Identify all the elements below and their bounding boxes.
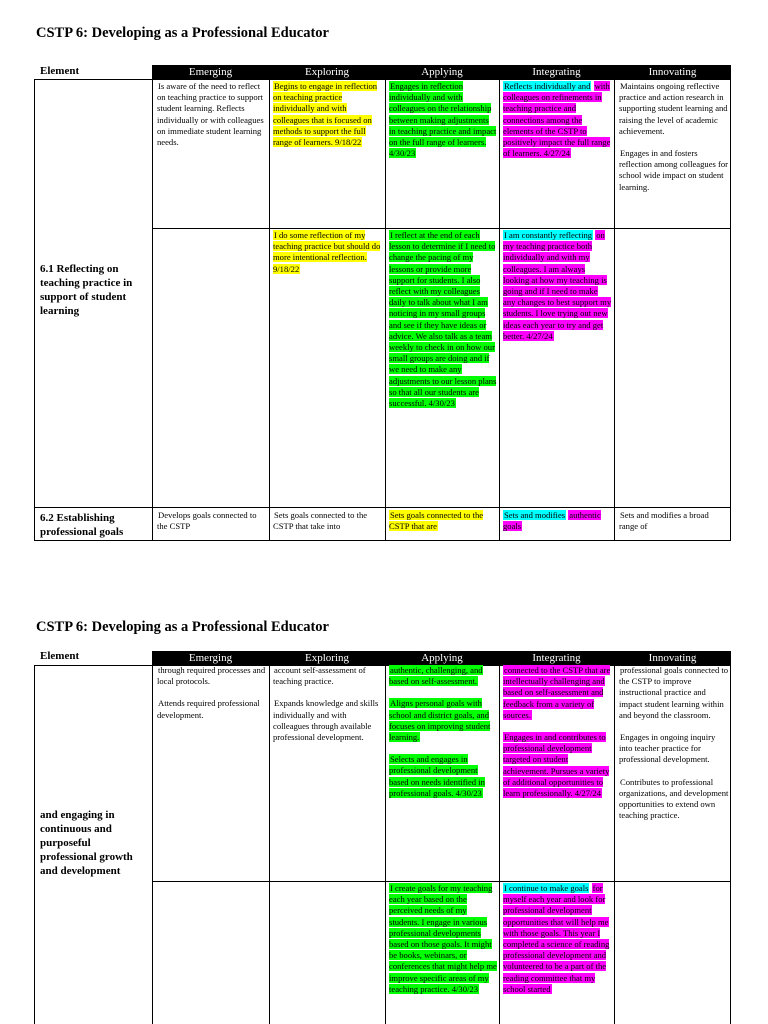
highlight-magenta: on my teaching practice both individually and with my colleagues. I am always looking at how my teaching is going and if I need to make any changes to best support my students. I love trying out new ideas each year to try and get better. 4/27/24 [503, 230, 612, 341]
grid-line [730, 665, 731, 1024]
grid-line [385, 79, 386, 541]
highlight-magenta: authentic goals [503, 510, 601, 532]
cell-6-2-exploring-cont: account self-assessment of teaching practice. Expands knowledge and skills individually and with colleagues through available professional development. [273, 665, 379, 743]
cell-6-1-exploring [273, 81, 383, 226]
grid-line [152, 228, 731, 229]
grid-line [499, 665, 500, 1024]
evidence-6-1-integrating [503, 230, 612, 505]
header-emerging: Emerging [152, 651, 269, 665]
grid-line [730, 79, 731, 541]
evidence-6-2-applying [389, 883, 497, 1024]
grid-line [152, 881, 731, 882]
highlight-green: I reflect at the end of each lesson to determine if I need to change the pacing of my lessons or provide more support for students. I also reflect with my colleagues daily to talk about what I am noticing in my small groups and see if they have ideas or advice. We also talk as a team weekly to check in on how our small groups are doing and if we need to make any adjustments to our lesson plans so that all our students are successful. 4/30/23 [389, 230, 497, 409]
grid-line [614, 79, 615, 541]
cell-6-2-applying [389, 510, 497, 539]
grid-line [152, 79, 153, 541]
grid-line [34, 79, 35, 541]
element-column-header: Element [40, 650, 80, 662]
highlight-green: I create goals for my teaching each year based on the perceived needs of my students. I engage in various professional developments based on those goals. It might be books, webinars, or conferences that might help me improve specific areas of my teaching practice. 4/30/23 [389, 883, 497, 994]
page-title: CSTP 6: Developing as a Professional Educator [36, 25, 329, 41]
element-6-1-label: 6.1 Reflecting on teaching practice in support of student learning [40, 263, 133, 317]
element-6-2-label: 6.2 Establishing professional goals [40, 512, 124, 538]
header-exploring: Exploring [269, 651, 385, 665]
highlight-magenta: with colleagues on refinements in teaching practice and connections among the elements of the CSTP to positively impact the full range of learners. 4/27/24 [503, 81, 611, 159]
highlight-yellow: I do some reflection of my teaching practice but should do more intentional reflection. 9/18/22 [273, 230, 381, 274]
cell-6-1-innovating: Maintains ongoing reflective practice and action research in supporting student learning and raising the level of academic achievement. Engages in and fosters reflection among colleagues for school wide impact on student learning. [619, 81, 729, 192]
evidence-6-1-exploring [273, 230, 383, 505]
highlight-cyan: Sets and modifies [504, 510, 566, 520]
header-integrating: Integrating [499, 65, 614, 79]
grid-line [34, 79, 731, 80]
grid-line [269, 79, 270, 541]
grid-line [34, 665, 35, 1024]
grid-line [269, 665, 270, 1024]
header-emerging: Emerging [152, 65, 269, 79]
grid-line [34, 507, 731, 508]
header-applying: Applying [385, 651, 499, 665]
cell-6-2-innovating: Sets and modifies a broad range of [619, 510, 709, 532]
header-applying: Applying [385, 65, 499, 79]
header-innovating: Innovating [614, 65, 731, 79]
cell-6-2-exploring: Sets goals connected to the CSTP that take into [273, 510, 368, 532]
page-title: CSTP 6: Developing as a Professional Educator [36, 619, 329, 635]
page-2 [0, 590, 768, 1024]
highlight-yellow: Sets goals connected to the CSTP that are [389, 510, 484, 532]
highlight-magenta: for myself each year and look for professional development opportunities that will help me with those goals. This year I completed a science of reading professional development and volunteered to be a part of the reading committee that my school started [503, 883, 610, 994]
header-exploring: Exploring [269, 65, 385, 79]
element-6-2-continued-label: and engaging in continuous and purposeful professional growth and development [40, 809, 133, 877]
grid-line [614, 665, 615, 1024]
cell-6-2-applying-cont [389, 665, 497, 879]
grid-line [152, 665, 153, 1024]
highlight-magenta: Engages in and contributes to professional development targeted on student achievement. Pursues a variety of additional opportunities to learn professionally. 4/27/24 [503, 732, 610, 799]
cell-6-1-integrating [503, 81, 612, 226]
cell-6-2-emerging-cont: through required processes and local protocols. Attends required professional development. [157, 665, 266, 720]
header-innovating: Innovating [614, 651, 731, 665]
evidence-6-1-applying [389, 230, 497, 505]
highlight-magenta: connected to the CSTP that are intellectually challenging and based on self-assessment and feedback from a variety of sources. [503, 665, 611, 720]
highlight-green: Aligns personal goals with school and district goals, and focuses on improving student learning. [389, 698, 491, 743]
cell-6-1-applying [389, 81, 497, 226]
cell-6-2-integrating-cont [503, 665, 612, 879]
cell-6-2-innovating-cont: professional goals connected to the CSTP to improve instructional practice and impact student learning within and beyond the classroom. Engages in ongoing inquiry into teacher practice for professional development. Contributes to professional organizations, and development opportunities to extend own teaching practice. [619, 665, 729, 821]
highlight-green: Engages in reflection individually and with colleagues on the relationship between making adjustments in teaching practice and impact on the full range of learners. 4/30/23 [389, 81, 497, 159]
highlight-cyan: I am constantly reflecting [504, 230, 593, 240]
element-column-header: Element [40, 65, 80, 77]
highlight-cyan: I continue to make goals [504, 883, 589, 893]
grid-line [499, 79, 500, 541]
grid-line [34, 540, 731, 541]
highlight-green: authentic, challenging, and based on self-assessment. [389, 665, 483, 687]
highlight-green: Selects and engages in professional development based on needs identified in professional goals. 4/30/23 [389, 754, 485, 798]
grid-line [385, 665, 386, 1024]
cell-6-2-emerging: Develops goals connected to the CSTP [157, 510, 257, 532]
cell-6-2-integrating [503, 510, 601, 539]
highlight-yellow: Begins to engage in reflection on teaching practice individually and with colleagues that is focused on methods to support the full range of learners. 9/18/22 [273, 81, 378, 148]
header-integrating: Integrating [499, 651, 614, 665]
evidence-6-2-integrating [503, 883, 612, 1024]
highlight-cyan: Reflects individually and [504, 81, 591, 91]
cell-6-1-emerging: Is aware of the need to reflect on teaching practice to support student learning. Reflects individually or with colleagues on immediate student learning needs. [157, 81, 264, 148]
